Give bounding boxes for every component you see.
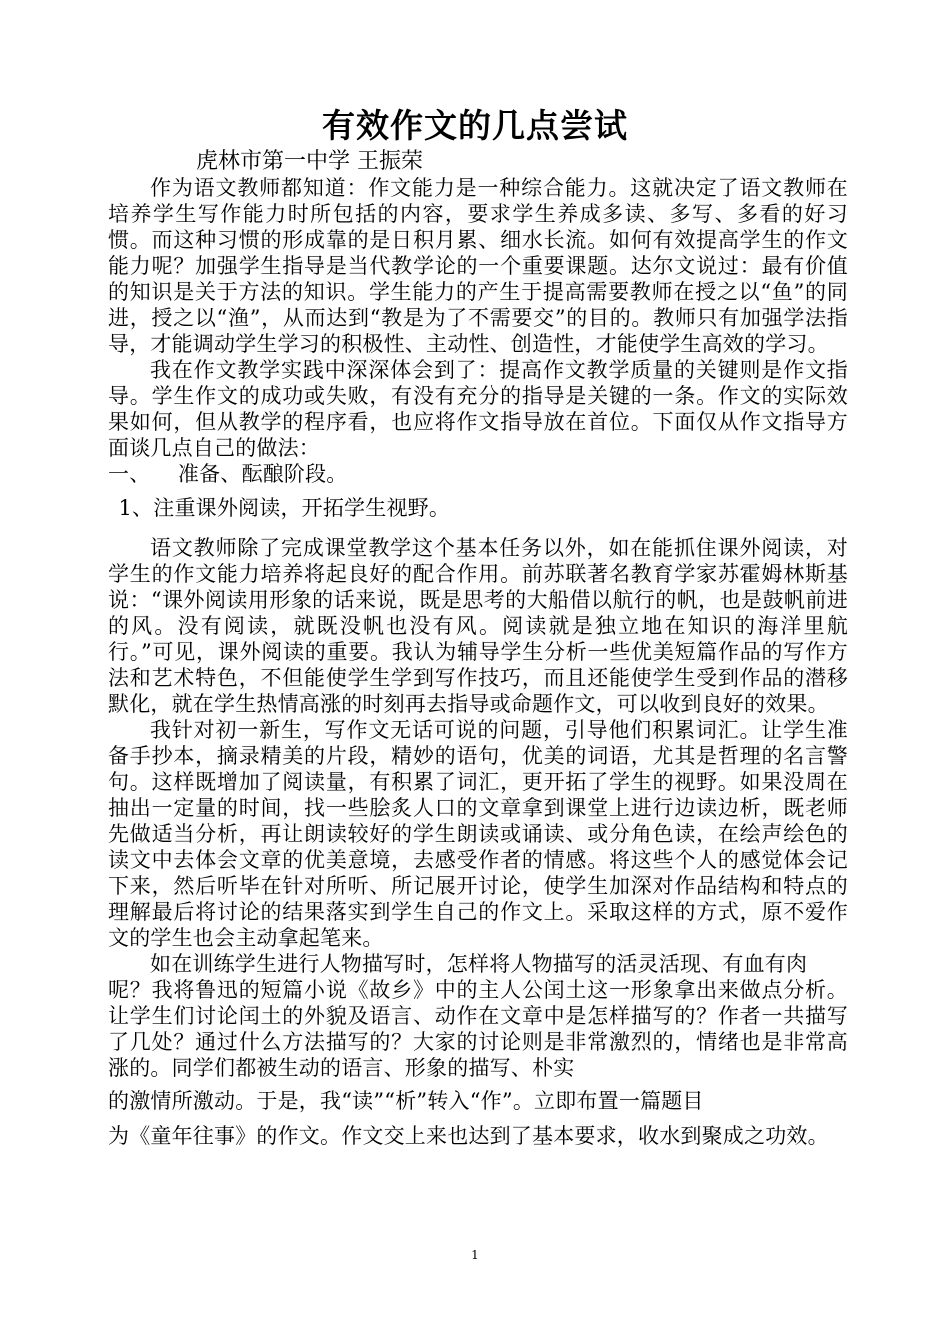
document-title: 有效作文的几点尝试 bbox=[322, 106, 628, 145]
paragraph-continuation-loose: 的激情所激动。于是，我“读”“析”转入“作”。立即布置一篇题目 bbox=[108, 1089, 704, 1113]
paragraph: 语文教师除了完成课堂教学这个基本任务以外，如在能抓住课外阅读，对学生的作文能力培养将起良好的配合作用。前苏联著名教育学家苏霍姆林斯基说：“课外阅读用形象的话来说，既是思考的大船借以航行的帆，也是鼓帆前进的风。没有阅读，就既没帆也没有风。阅读就是独立地在知识的海洋里航行。”可见，课外阅读的重要。我认为辅导学生分析一些优美短篇作品的写作方法和艺术特色，不但能使学生学到写作技巧，而且还能使学生受到作品的潜移默化，就在学生热情高涨的时刻再去指导或命题作文，可以收到良好的效果。 bbox=[108, 536, 848, 716]
paragraph: 我在作文教学实践中深深体会到了：提高作文教学质量的关键则是作文指导。学生作文的成功或失败，有没有充分的指导是关键的一条。作文的实际效果如何，但从教学的程序看，也应将作文指导放在首位。下面仅从作文指导方面谈几点自己的做法： bbox=[108, 358, 848, 460]
paragraph: 作为语文教师都知道：作文能力是一种综合能力。这就决定了语文教师在培养学生写作能力时所包括的内容，要求学生养成多读、多写、多看的好习惯。而这种习惯的形成靠的是日积月累、细水长流。如何有效提高学生的作文能力呢？加强学生指导是当代教学论的一个重要课题。达尔文说过：最有价值的知识是关于方法的知识。学生能力的产生于提高需要教师在授之以“鱼”的同进，授之以“渔”，从而达到“教是为了不需要交”的目的。教师只有加强学法指导，才能调动学生学习的积极性、主动性、创造性，才能使学生高效的学习。 bbox=[108, 176, 848, 356]
document-body bbox=[108, 175, 848, 1149]
paragraph: 如在训练学生进行人物描写时，怎样将人物描写的活灵活现、有血有肉 bbox=[150, 952, 808, 976]
page-number: 1 bbox=[471, 1248, 479, 1262]
paragraph: 我针对初一新生，写作文无话可说的问题，引导他们积累词汇。让学生准备手抄本，摘录精美的片段，精妙的语句，优美的词语，尤其是哲理的名言警句。这样既增加了阅读量，有积累了词汇，更开拓了学生的视野。如果没周在抽出一定量的时间，找一些脍炙人口的文章拿到课堂上进行边读边析，既老师先做适当分析，再让朗读较好的学生朗读或诵读、或分角色读，在绘声绘色的读文中去体会文章的优美意境，去感受作者的情感。将这些个人的感觉体会记下来，然后听毕在针对所听、所记展开讨论，使学生加深对作品结构和特点的理解最后将讨论的结果落实到学生自己的作文上。采取这样的方式，原不爱作文的学生也会主动拿起笔来。 bbox=[108, 718, 848, 950]
paragraph-continuation: 呢？我将鲁迅的短篇小说《故乡》中的主人公闰土这一形象拿出来做点分析。让学生们讨论闰土的外貌及语言、动作在文章中是怎样描写的？作者一共描写了几处？通过什么方法描写的？大家的讨论则是非常激烈的，情绪也是非常高涨的。同学们都被生动的语言、形象的描写、朴实 bbox=[108, 978, 848, 1080]
section-heading: 一、 准备、酝酿阶段。 bbox=[108, 462, 348, 486]
subheading: 1、注重课外阅读，开拓学生视野。 bbox=[118, 496, 451, 520]
paragraph-continuation-loose: 为《童年往事》的作文。作文交上来也达到了基本要求，收水到聚成之功效。 bbox=[108, 1124, 829, 1148]
author-line: 虎林市第一中学 王振荣 bbox=[196, 149, 423, 174]
